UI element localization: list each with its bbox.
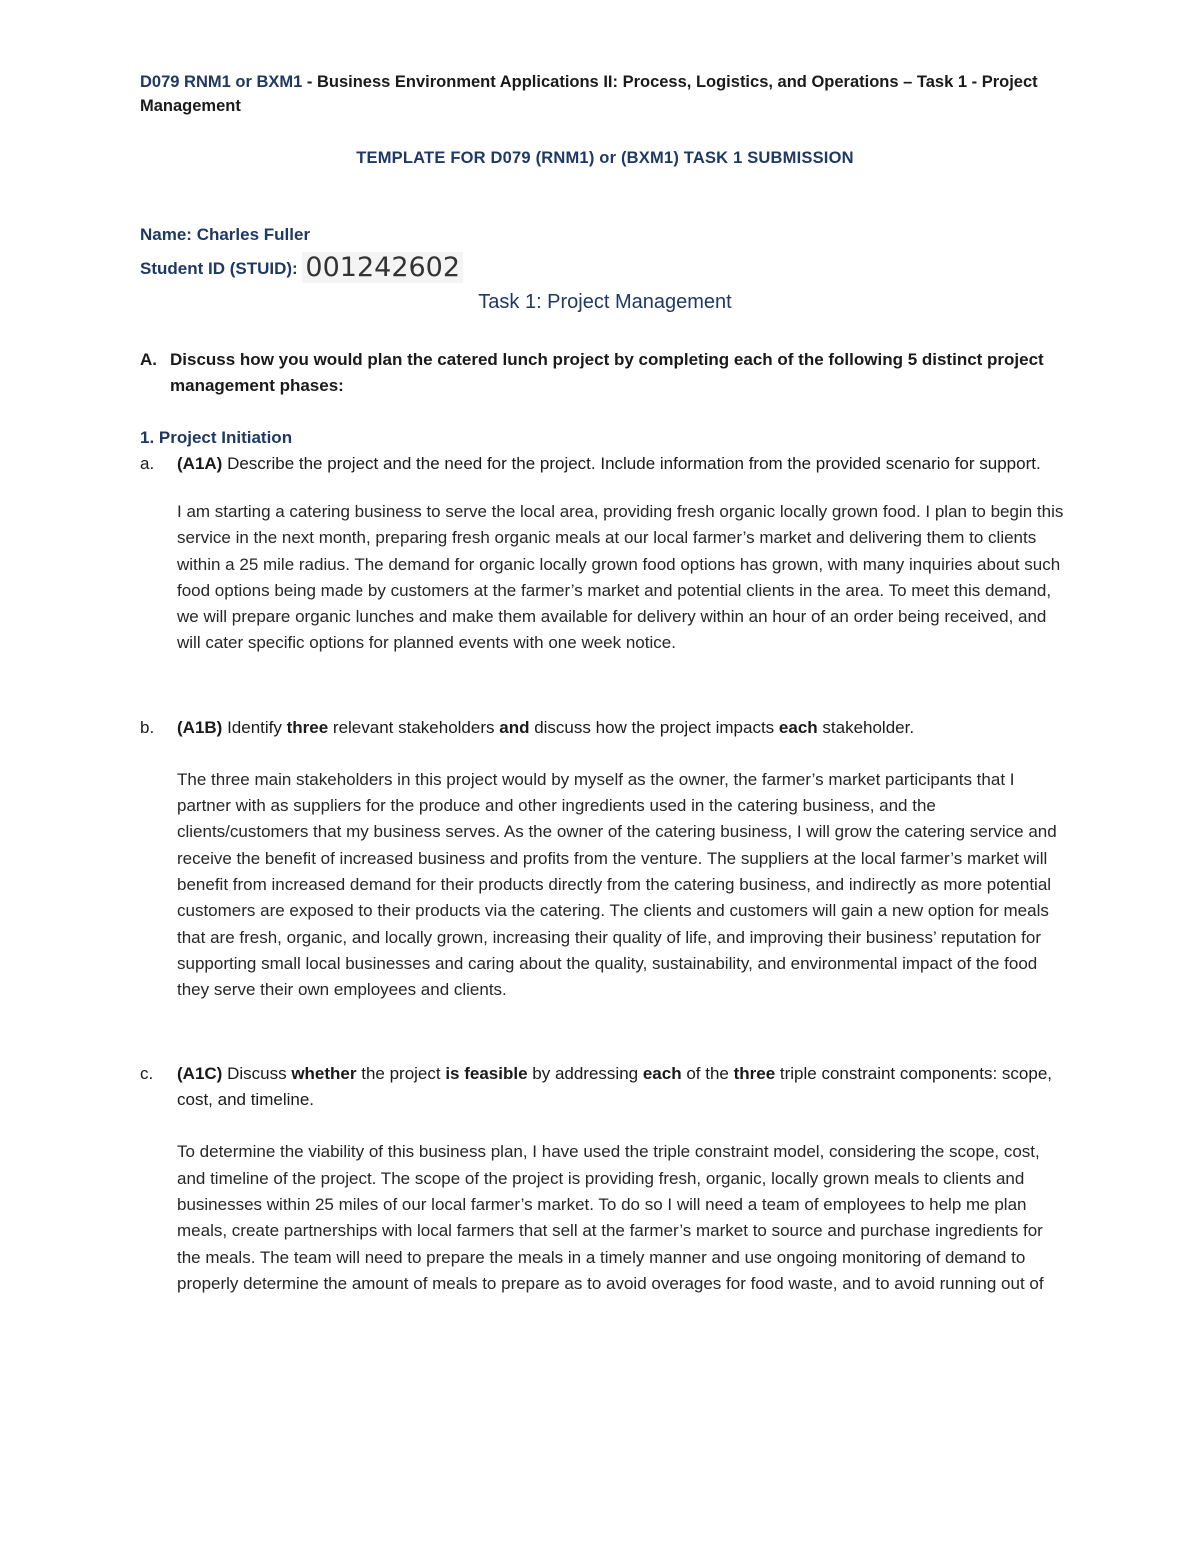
document-page xyxy=(140,70,1070,1297)
subquestion-code: (A1A) xyxy=(177,454,223,473)
subquestion-text xyxy=(177,1061,1070,1113)
subquestion-a1b xyxy=(140,715,1070,741)
subquestion-code: (A1C) xyxy=(177,1064,223,1084)
template-title: TEMPLATE FOR D079 (RNM1) or (BXM1) TASK 1 SUBMISSION xyxy=(356,149,854,167)
name-label: Name: xyxy=(140,225,197,244)
prompt-fragment: the project xyxy=(356,1064,446,1084)
prompt-fragment: triple constraint components: scope, cost, and timeline. xyxy=(177,1064,1053,1110)
question-a xyxy=(140,347,1070,399)
subquestion-a1c xyxy=(140,1061,1070,1113)
task-title: Task 1: Project Management xyxy=(478,291,732,313)
student-id-value: 001242602 xyxy=(302,252,463,283)
prompt-fragment: Discuss xyxy=(222,1064,292,1084)
student-name-line xyxy=(140,222,1070,248)
course-title: - Business Environment Applications II: Process, Logistics, and Operations – Task 1 - Project Management xyxy=(140,73,1038,115)
subquestion-label: c. xyxy=(140,1064,154,1084)
subquestion-prompt: Describe the project and the need for the project. Include information from the provided scenario for support. xyxy=(222,454,1041,473)
phase-heading: 1. Project Initiation xyxy=(140,428,293,447)
question-a-label: A. xyxy=(140,350,157,369)
answer-a1c: To determine the viability of this business plan, I have used the triple constraint model, considering the scope, cost, and timeline of the project. The scope of the project is providing fresh, organic, locally grown meals to clients and businesses within 25 miles of our local farmer’s market. To do so I will need a team of employees to help me plan meals, create partnerships with local farmers that sell at the farmer’s market to source and purchase ingredients for the meals. The team will need to prepare the meals in a timely manner and use ongoing monitoring of demand to properly determine the amount of meals to prepare as to avoid overages for food waste, and to avoid running out of xyxy=(177,1142,1044,1293)
subquestion-a1a xyxy=(140,451,1070,477)
document-header xyxy=(140,70,1070,118)
subquestion-text xyxy=(177,715,1070,741)
student-name: Charles Fuller xyxy=(196,225,311,244)
prompt-emphasis: is feasible xyxy=(445,1064,528,1084)
prompt-fragment: discuss how the project impacts xyxy=(529,717,779,737)
student-id-label: Student ID (STUID): xyxy=(140,259,303,278)
subquestion-text xyxy=(177,451,1070,477)
prompt-fragment: stakeholder. xyxy=(817,717,915,737)
prompt-emphasis: each xyxy=(778,717,818,737)
subquestion-code: (A1B) xyxy=(177,717,223,737)
answer-a1a: I am starting a catering business to serve the local area, providing fresh organic locally grown food. I plan to begin this service in the next month, preparing fresh organic meals at our local farmer’s market and delivering them to clients within a 25 mile radius. The demand for organic locally grown food options has grown, with many inquiries about such food options being made by customers at the farmer’s market and potential clients in the area. To meet this demand, we will prepare organic lunches and make them available for delivery within an hour of an order being received, and will cater specific options for planned events with one week notice. xyxy=(177,502,1064,653)
subquestion-label: b. xyxy=(140,717,155,737)
question-a-text: Discuss how you would plan the catered lunch project by completing each of the following 5 distinct project management phases: xyxy=(170,350,1044,395)
prompt-emphasis: and xyxy=(499,717,530,737)
student-id-line xyxy=(140,252,1070,285)
prompt-emphasis: three xyxy=(733,1064,776,1084)
prompt-emphasis: whether xyxy=(291,1064,357,1084)
prompt-fragment: relevant stakeholders xyxy=(328,717,500,737)
prompt-fragment: of the xyxy=(681,1064,734,1084)
prompt-emphasis: each xyxy=(642,1064,682,1084)
course-code: D079 RNM1 or BXM1 xyxy=(140,73,303,91)
answer-a1b: The three main stakeholders in this project would by myself as the owner, the farmer’s market participants that I partner with as suppliers for the produce and other ingredients used in the catering business, and the clients/customers that my business serves. As the owner of the catering business, I will grow the catering service and receive the benefit of increased business and profits from the venture. The suppliers at the local farmer’s market will benefit from increased demand for their products directly from the catering business, and indirectly as more potential customers are exposed to their products via the catering. The clients and customers will gain a new option for meals that are fresh, organic, and locally grown, increasing their quality of life, and improving their business’ reputation for supporting small local businesses and caring about the quality, sustainability, and environmental impact of the food they serve their own employees and clients. xyxy=(177,769,1057,1000)
subquestion-label: a. xyxy=(140,454,155,473)
prompt-fragment: by addressing xyxy=(527,1064,643,1084)
prompt-fragment: Identify xyxy=(222,717,287,737)
prompt-emphasis: three xyxy=(286,717,329,737)
